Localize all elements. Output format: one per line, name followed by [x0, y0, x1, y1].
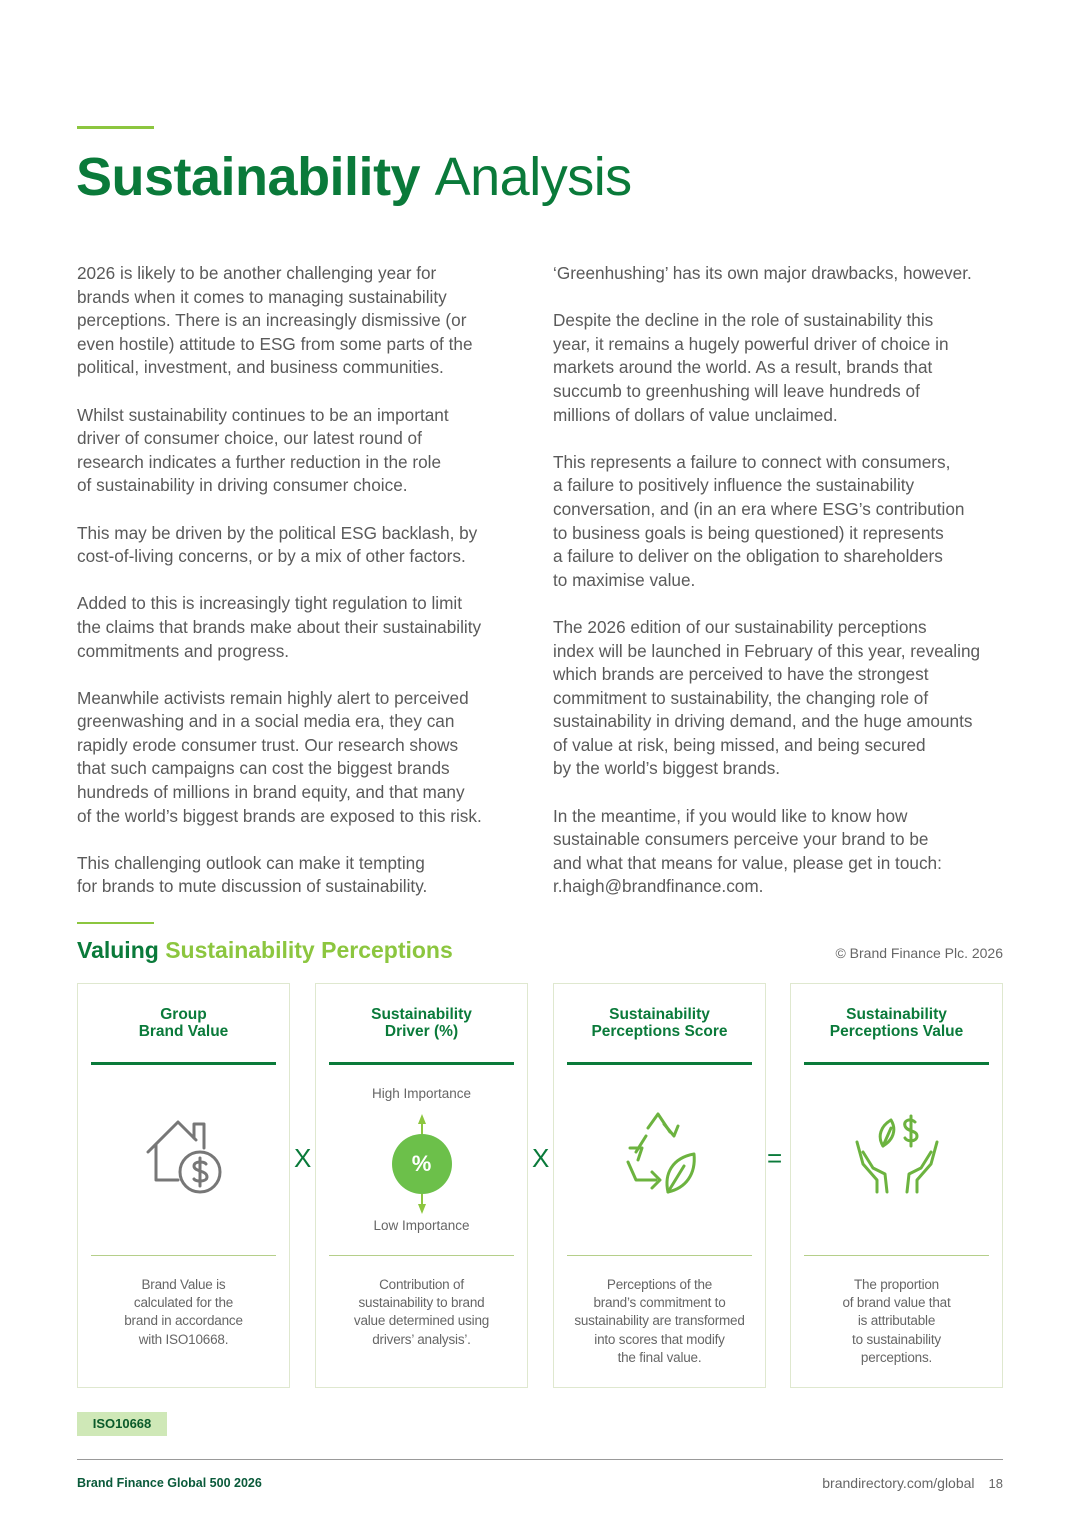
section-accent-rule — [77, 922, 154, 924]
card-sustainability-perceptions-value — [790, 983, 1003, 1388]
iso-badge: ISO10668 — [77, 1412, 167, 1436]
footer-url-link[interactable]: brandirectory.com/global — [822, 1475, 975, 1491]
paragraph: Added to this is increasingly tight regulation to limit the claims that brands make about their sustainability commitments and progress. — [77, 593, 482, 661]
card-sustainability-perceptions-score — [553, 983, 766, 1388]
card-heading: Group Brand Value — [138, 1006, 229, 1040]
page-title-bold: Sustainability — [76, 147, 421, 207]
card-heading: Sustainability Driver (%) — [371, 1006, 472, 1040]
card-bottom-rule — [567, 1255, 752, 1256]
page-title — [76, 145, 632, 209]
card-heading: Sustainability Perceptions Score — [591, 1006, 728, 1040]
card-bottom-rule — [804, 1255, 989, 1256]
section-title-part-a: Valuing — [77, 937, 159, 963]
low-importance-label: Low Importance — [373, 1218, 470, 1233]
card-top-rule — [804, 1062, 989, 1065]
section-title — [77, 935, 453, 965]
card-description: The proportion of brand value that is attributable to sustainability perceptions. — [842, 1277, 951, 1365]
title-accent-rule — [77, 126, 154, 129]
card-bottom-rule — [329, 1255, 514, 1256]
copyright-notice: © Brand Finance Plc. 2026 — [835, 945, 1003, 961]
paragraph: This challenging outlook can make it tempting for brands to mute discussion of sustainability. — [77, 852, 428, 897]
multiply-operator: X — [532, 1143, 550, 1173]
paragraph: The 2026 edition of our sustainability perceptions index will be launched in February of this year, revealing which brands are perceived to have the strongest commitment to sustainability, the changing role of sustainability in driving demand, and the huge amounts of value at risk, being missed, and being secured by the world’s biggest brands. — [553, 616, 981, 779]
page-title-light: Analysis — [434, 147, 632, 207]
card-top-rule — [567, 1062, 752, 1065]
hands-plant-dollar-icon — [791, 1102, 1002, 1207]
footer-publication-title: Brand Finance Global 500 2026 — [77, 1476, 262, 1490]
card-sustainability-driver — [315, 983, 528, 1388]
card-description: Brand Value is calculated for the brand in accordance with ISO10668. — [124, 1277, 243, 1347]
card-heading: Sustainability Perceptions Value — [829, 1006, 964, 1040]
paragraph: This may be driven by the political ESG backlash, by cost-of-living concerns, or by a mix of other factors. — [77, 522, 478, 567]
equals-operator: = — [767, 1143, 783, 1173]
paragraph: In the meantime, if you would like to know how sustainable consumers perceive your brand to be and what that means for value, please get in touch: r.haigh@brandfinance.com. — [553, 805, 942, 897]
page-number: 18 — [988, 1476, 1003, 1491]
paragraph: 2026 is likely to be another challenging year for brands when it comes to managing sustainability perceptions. There is an increasingly dismissive (or even hostile) attitude to ESG from some parts of the political, investment, and business communities. — [77, 263, 473, 378]
paragraph: Meanwhile activists remain highly alert to perceived greenwashing and in a social media era, they can rapidly erode consumer trust. Our research shows that such campaigns can cost the biggest brands hundreds of millions in brand equity, and that many of the world’s biggest brands are exposed to this risk. — [77, 687, 482, 826]
recycle-leaf-icon — [554, 1102, 765, 1207]
paragraph: This represents a failure to connect with consumers, a failure to positively influence the sustainability conversation, and (in an era where ESG’s contribution to business goals is being questioned) it represents a failure to deliver on the obligation to shareholders to maximise value. — [553, 451, 965, 590]
card-group-brand-value — [77, 983, 290, 1388]
paragraph: Despite the decline in the role of sustainability this year, it remains a hugely powerful driver of choice in markets around the world. As a result, brands that succumb to greenhushing will leave hundreds of millions of dollars of value unclaimed. — [553, 310, 949, 425]
footer-divider — [77, 1459, 1003, 1460]
footer-right — [822, 1475, 1003, 1491]
paragraph: Whilst sustainability continues to be an important driver of consumer choice, our latest round of research indicates a further reduction in the role of sustainability in driving consumer choice. — [77, 404, 449, 496]
multiply-operator: X — [294, 1143, 312, 1173]
card-top-rule — [91, 1062, 276, 1065]
section-title-part-b: Sustainability Perceptions — [165, 937, 453, 963]
card-description: Perceptions of the brand’s commitment to sustainability are transformed into scores that modify the final value. — [574, 1277, 745, 1365]
card-description: Contribution of sustainability to brand value determined using drivers’ analysis’. — [353, 1277, 490, 1347]
left-text-column — [77, 262, 522, 923]
house-dollar-icon — [78, 1102, 289, 1207]
high-importance-label: High Importance — [371, 1086, 472, 1101]
paragraph: ‘Greenhushing’ has its own major drawbacks, however. — [553, 263, 972, 283]
percent-symbol: % — [411, 1151, 432, 1176]
card-bottom-rule — [91, 1255, 276, 1256]
right-text-column — [553, 262, 1013, 923]
card-top-rule — [329, 1062, 514, 1065]
